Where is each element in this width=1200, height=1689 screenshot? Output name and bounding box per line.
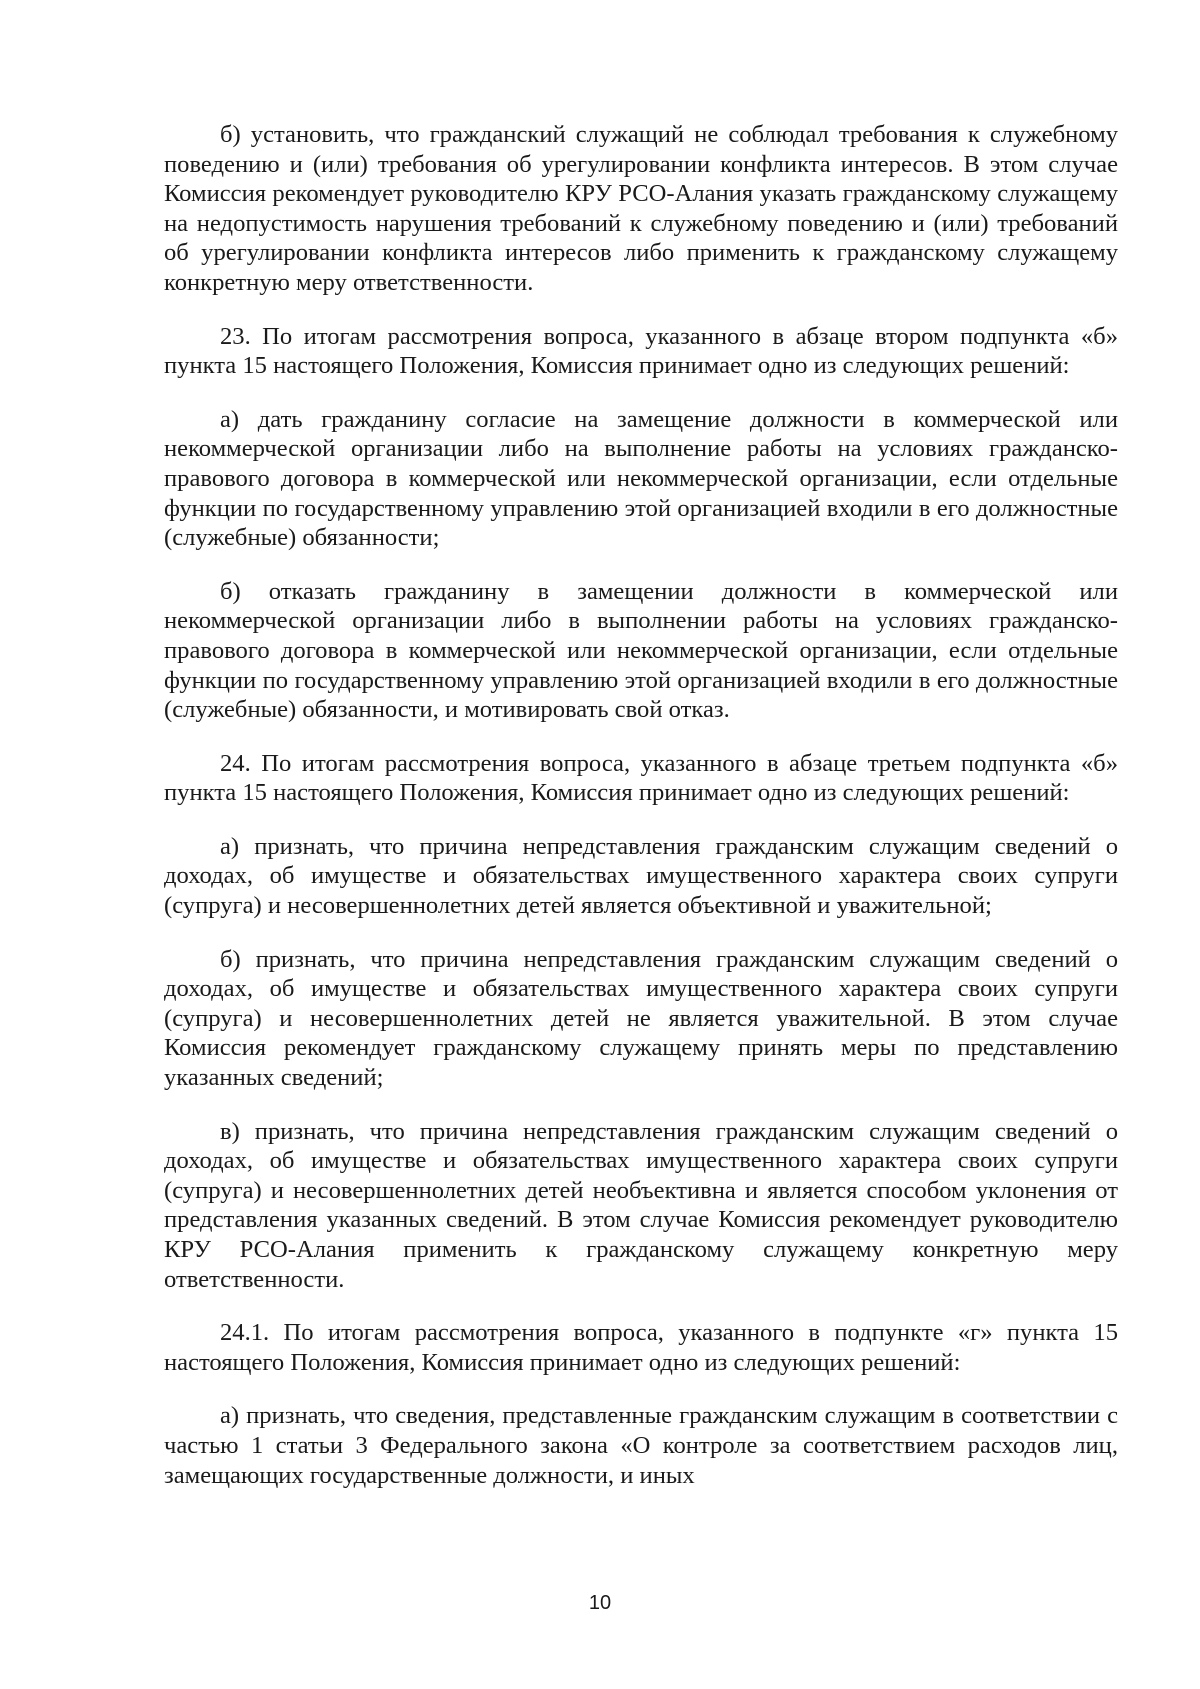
paragraph-24v: в) признать, что причина непредставления гражданским служащим сведений о доходах, об имуществе и обязательствах имущественного характера своих супруги (супруга) и несовершеннолетних детей необъективна и является способом уклонения от представления указанных сведений. В этом случае Комиссия рекомендует руководителю КРУ РСО-Алания применить к гражданскому служащему конкретную меру ответственности. xyxy=(164,1117,1118,1293)
document-body xyxy=(164,120,1118,1514)
paragraph-23b: б) отказать гражданину в замещении должности в коммерческой или некоммерческой организации либо в выполнении работы на условиях гражданско-правового договора в коммерческой или некоммерческой организации, если отдельные функции по государственному управлению этой организацией входили в его должностные (служебные) обязанности, и мотивировать свой отказ. xyxy=(164,577,1118,724)
paragraph-24: 24. По итогам рассмотрения вопроса, указанного в абзаце третьем подпункта «б» пункта 15 настоящего Положения, Комиссия принимает одно из следующих решений: xyxy=(164,749,1118,807)
paragraph-24a: а) признать, что причина непредставления гражданским служащим сведений о доходах, об имуществе и обязательствах имущественного характера своих супруги (супруга) и несовершеннолетних детей является объективной и уважительной; xyxy=(164,832,1118,920)
paragraph-23: 23. По итогам рассмотрения вопроса, указанного в абзаце втором подпункта «б» пункта 15 настоящего Положения, Комиссия принимает одно из следующих решений: xyxy=(164,322,1118,380)
page-number: 10 xyxy=(588,1592,612,1614)
paragraph-23a: а) дать гражданину согласие на замещение должности в коммерческой или некоммерческой организации либо на выполнение работы на условиях гражданско-правового договора в коммерческой или некоммерческой организации, если отдельные функции по государственному управлению этой организацией входили в его должностные (служебные) обязанности; xyxy=(164,405,1118,552)
paragraph-24-1: 24.1. По итогам рассмотрения вопроса, указанного в подпункте «г» пункта 15 настоящего Положения, Комиссия принимает одно из следующих решений: xyxy=(164,1319,1118,1376)
paragraph-24-1a: а) признать, что сведения, представленные гражданским служащим в соответствии с частью 1 статьи 3 Федерального закона «О контроле за соответствием расходов лиц, замещающих государственные должности, и иных xyxy=(164,1402,1118,1489)
paragraph-24b: б) признать, что причина непредставления гражданским служащим сведений о доходах, об имуществе и обязательствах имущественного характера своих супруги (супруга) и несовершеннолетних детей не является уважительной. В этом случае Комиссия рекомендует гражданскому служащему принять меры по представлению указанных сведений; xyxy=(164,945,1118,1092)
paragraph-22b: б) установить, что гражданский служащий не соблюдал требования к служебному поведению и (или) требования об урегулировании конфликта интересов. В этом случае Комиссия рекомендует руководителю КРУ РСО-Алания указать гражданскому служащему на недопустимость нарушения требований к служебному поведению и (или) требований об урегулировании конфликта интересов либо применить к гражданскому служащему конкретную меру ответственности. xyxy=(164,121,1118,296)
